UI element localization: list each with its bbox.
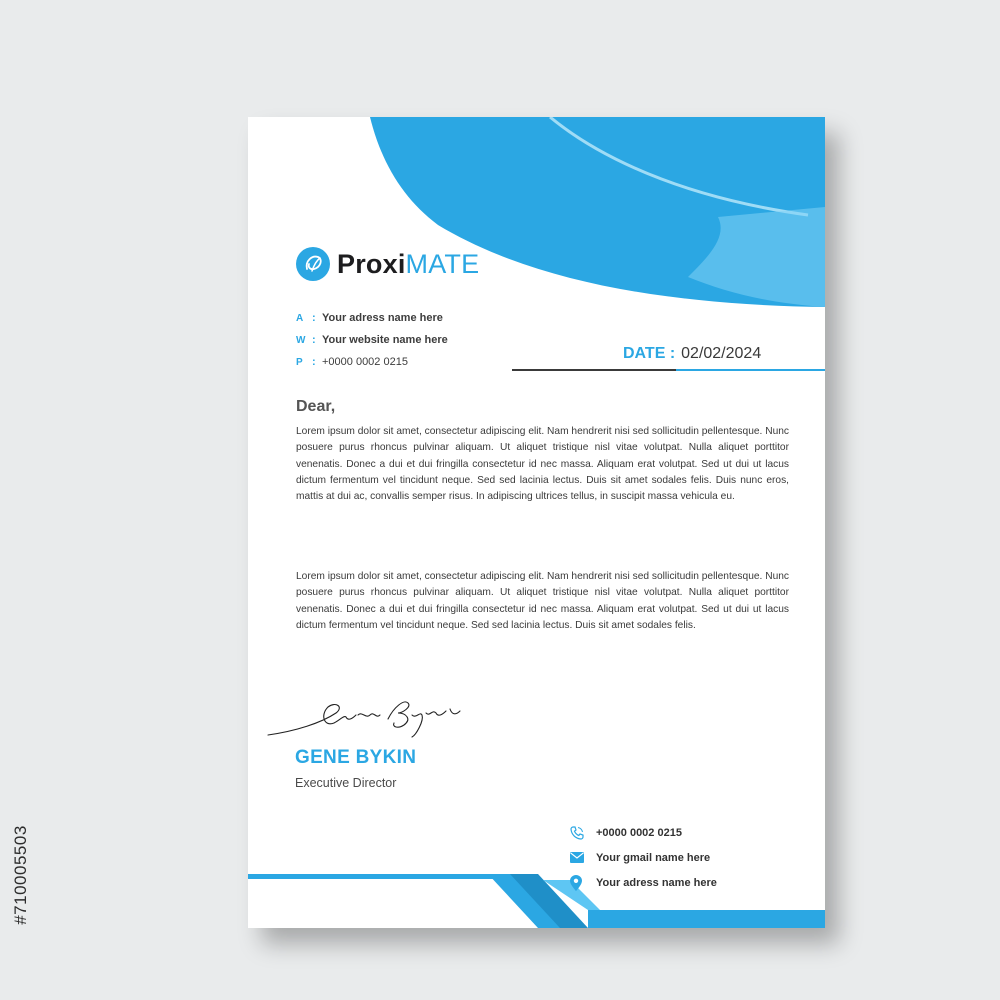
phone-colon: : [312,356,316,368]
brand-name-bold: Proxi [337,248,406,279]
letter-date [623,345,761,363]
footer-phone-text: +0000 0002 0215 [596,826,682,839]
website-text: Your website name here [322,334,448,346]
letterhead-page [248,117,825,928]
address-text: Your adress name here [322,312,443,324]
signer-title: Executive Director [295,776,397,790]
decorative-waves [248,117,825,928]
website-key: W [296,334,306,346]
map-pin-icon [570,875,596,891]
footer-contact [570,820,717,895]
handwritten-signature [266,693,466,743]
signer-name: GENE BYKIN [295,747,417,768]
stock-id-watermark [6,760,36,990]
brand-name-light: MATE [405,248,480,279]
footer-phone-row [570,820,717,845]
address-colon: : [312,312,316,324]
footer-address-text: Your adress name here [596,876,717,889]
phone-key: P [296,356,303,368]
envelope-icon [570,852,596,863]
contact-address-row [296,307,448,329]
contact-phone-row [296,351,448,373]
date-divider-blue [676,369,825,371]
address-key: A [296,312,304,324]
letter-paragraph-2: Lorem ipsum dolor sit amet, consectetur adipiscing elit. Nam hendrerit nisi sed sollicitudin pellentesque. Nunc posuere purus rhoncus pulvinar aliquam. Ut aliquet tristique nisl vitae volutpat. Nulla aliquet porttitor venenatis. Donec a dui et dui fringilla consectetur id nec massa. Aliquam erat volutpat. Sed ut dui ut lacus dictum fermentum vel tincidunt neque. Sed sed lacinia lectus. Duis sit amet sodales felis. [296,571,789,631]
date-value: 02/02/2024 [681,345,762,362]
date-label: DATE : [623,345,676,362]
logo-mark-icon [296,247,330,281]
footer-email-text: Your gmail name here [596,851,711,864]
phone-icon [570,826,596,840]
contact-website-row [296,329,448,351]
letter-greeting: Dear, [296,398,336,415]
stock-id-text: #710005503 [11,825,30,925]
footer-email-row [570,845,717,870]
footer-address-row [570,870,717,895]
bottom-right-bar [588,910,825,928]
letter-paragraph-1: Lorem ipsum dolor sit amet, consectetur adipiscing elit. Nam hendrerit nisi sed sollicitudin pellentesque. Nunc posuere purus rhoncus pulvinar aliquam. Ut aliquet tristique nisl vitae volutpat. Nulla aliquet porttitor venenatis. Donec a dui et dui fringilla consectetur id nec massa. Aliquam erat volutpat. Sed ut dui ut lacus dictum fermentum vel tincidunt neque. Sed sed lacinia lectus. Duis sit amet sodales felis. Duis nunc eros, mattis at dui ac, convallis semper risus. In adipiscing ultrices tellus, in suscipit massa vehicula eu. [296,426,789,503]
bottom-left-stripe [248,874,518,879]
phone-text: +0000 0002 0215 [322,356,408,368]
date-divider-dark [512,369,676,371]
company-logo [296,247,479,281]
brand-name [337,249,479,280]
website-colon: : [312,334,316,346]
header-contact [296,307,448,373]
